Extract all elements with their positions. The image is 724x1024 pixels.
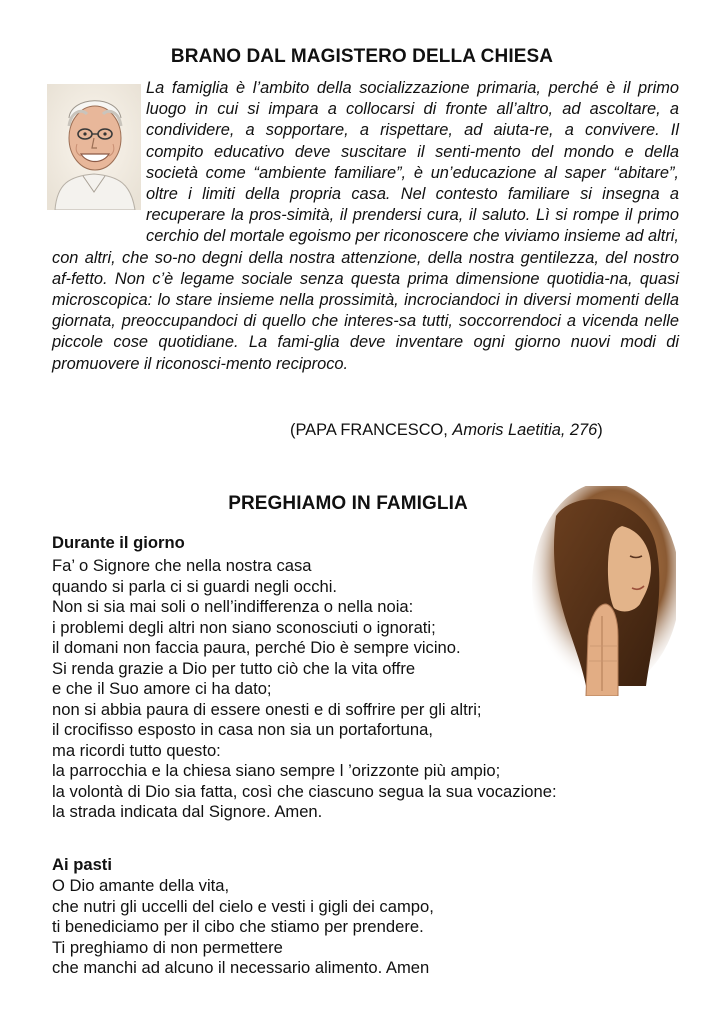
day-prayer-line: non si abbia paura di essere onesti e di soffrire per gli altri;: [52, 699, 482, 719]
day-prayer-line: ma ricordi tutto questo:: [52, 740, 221, 760]
magistero-quote-block: [52, 78, 679, 375]
day-prayer-line: quando si parla ci si guardi negli occhi.: [52, 576, 338, 596]
magistero-quote-text: La famiglia è l’ambito della socializzazione primaria, perché è il primo luogo in cui si impara a collocarsi di fronte all’altro, ad ascoltare, a condividere, a sopportare, a rispettare, ad aiuta-re, a convivere. Il compito educativo deve suscitare il senti-mento del mondo e della società come “ambiente familiare”, è un’educazione al saper “abitare”, oltre i limiti della propria casa. Nel contesto familiare si insegna a recuperare la pros-simità, il prendersi cura, il saluto. Lì si rompe il primo cerchio del mortale egoismo per riconoscere che viviamo insieme ad altri, con altri, che so-no degni della nostra attenzione, della nostra gentilezza, del nostro af-fetto. Non c’è legame sociale senza questa prima dimensione quotidia-na, quasi microscopica: lo stare insieme nella prossimità, incrociandoci in diversi momenti della giornata, preoccupandoci di quello che interes-sa tutti, soccorrendoci a vicenda nelle piccole cose quotidiane. La fami-glia deve inventare ogni giorno nuovi modi di promuovere il riconosci-mento reciproco.: [52, 79, 679, 373]
day-prayer-line: la volontà di Dio sia fatta, così che ciascuno segua la sua vocazione:: [52, 781, 557, 801]
day-prayer-line: i problemi degli altri non siano sconosciuti o ignorati;: [52, 617, 436, 637]
day-prayer-heading: Durante il giorno: [52, 533, 185, 552]
day-prayer-line: Non si sia mai soli o nell’indifferenza o nella noia:: [52, 597, 414, 616]
meal-prayer-line: che manchi ad alcuno il necessario alimento. Amen: [52, 958, 430, 977]
meal-prayer-line: ti benediciamo per il cibo che stiamo per prendere.: [52, 917, 424, 936]
quote-source: (PAPA FRANCESCO, Amoris Laetitia, 276): [290, 421, 603, 439]
section-title-magistero: BRANO DAL MAGISTERO DELLA CHIESA: [170, 46, 554, 67]
section-title-preghiera: PREGHIAMO IN FAMIGLIA: [228, 493, 468, 514]
day-prayer-line: Si renda grazie a Dio per tutto ciò che la vita offre: [52, 658, 416, 678]
quote-source-work: Amoris Laetitia, 276: [452, 421, 598, 439]
day-prayer-text: [52, 556, 557, 823]
meal-prayer-text: [52, 876, 434, 979]
day-prayer-line: e che il Suo amore ci ha dato;: [52, 679, 272, 698]
meal-prayer-line: Ti preghiamo di non permettere: [52, 937, 283, 957]
day-prayer-line: il domani non faccia paura, perché Dio è sempre vicino.: [52, 638, 461, 657]
day-prayer-line: il crocifisso esposto in casa non sia un portafortuna,: [52, 720, 433, 739]
day-prayer-line: Fa’ o Signore che nella nostra casa: [52, 556, 312, 575]
day-prayer-line: la parrocchia e la chiesa siano sempre l ’orizzonte più ampio;: [52, 761, 501, 780]
day-prayer-line: la strada indicata dal Signore. Amen.: [52, 802, 323, 821]
meal-prayer-line: che nutri gli uccelli del cielo e vesti i gigli dei campo,: [52, 896, 434, 916]
meal-prayer-heading: Ai pasti: [52, 855, 112, 874]
meal-prayer-line: O Dio amante della vita,: [52, 876, 230, 895]
